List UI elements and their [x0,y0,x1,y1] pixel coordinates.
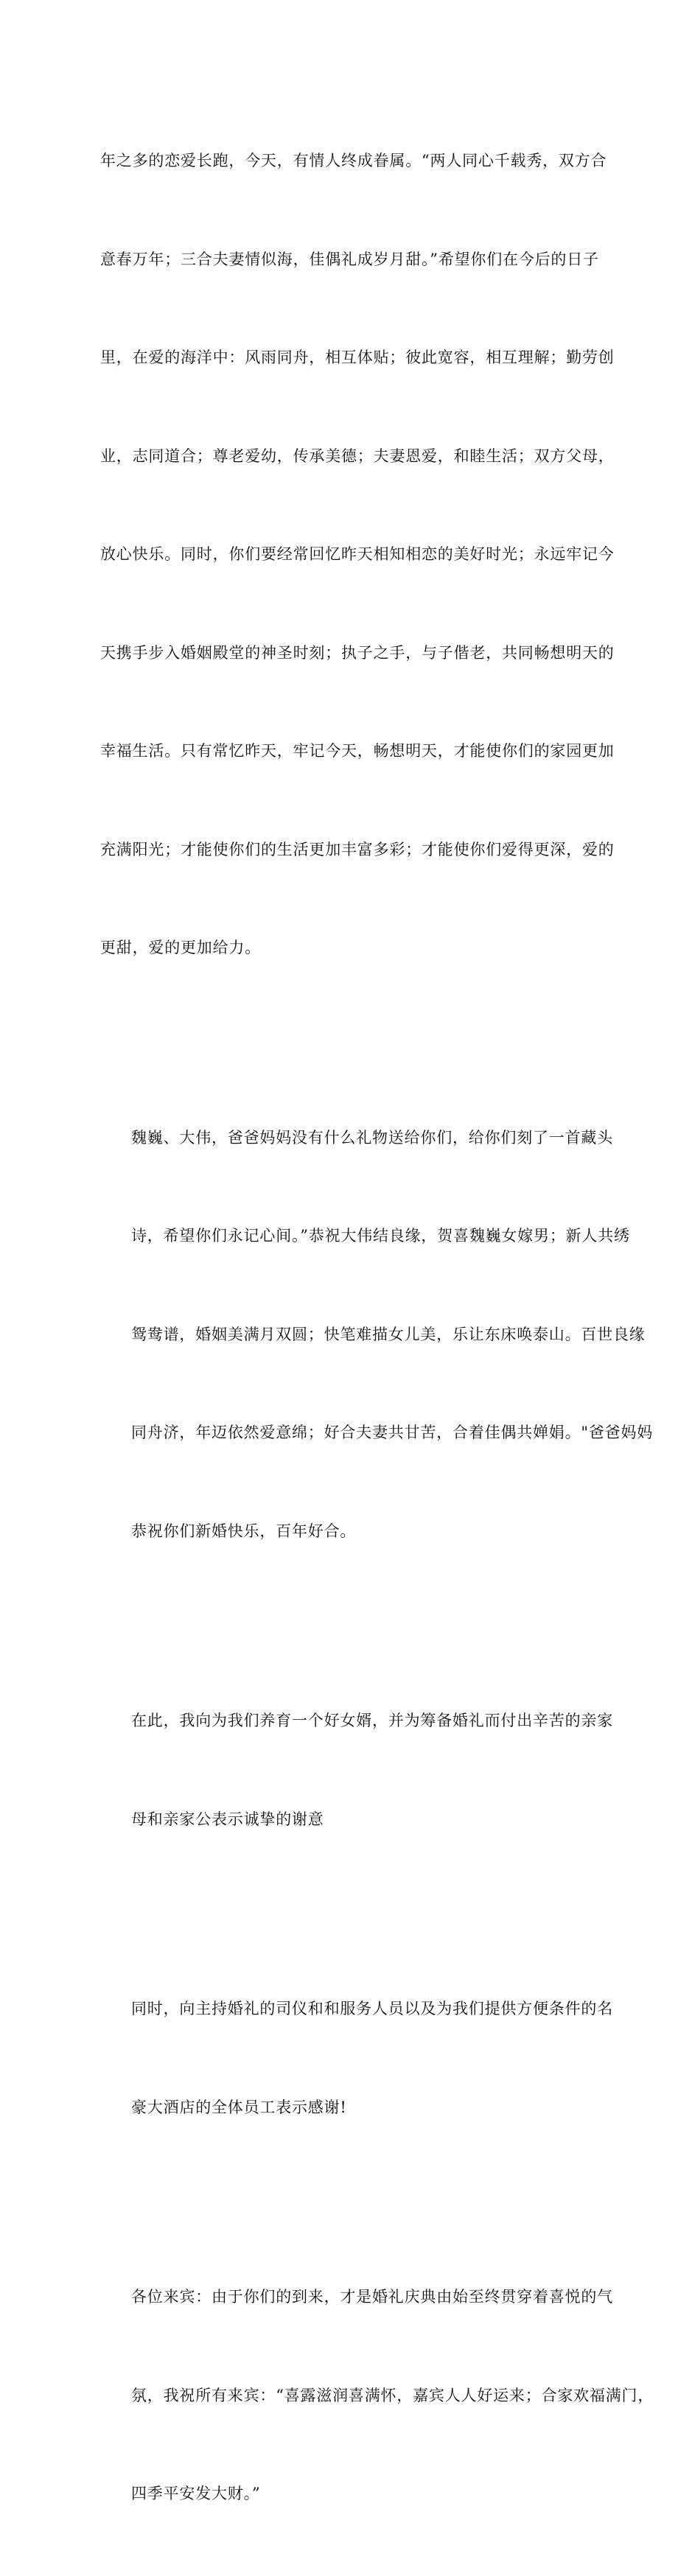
paragraph-5 [100,2215,654,2576]
document-body [100,79,654,2576]
paragraph-line: 充满阳光；才能使你们的生活更加丰富多彩；才能使你们爱得更深，爱的 [100,840,615,858]
paragraph-line: 各位来宾：由于你们的到来，才是婚礼庆典由始至终贯穿着喜悦的气 [131,2288,613,2306]
paragraph-line: 母和亲家公表示诚挚的谢意 [131,1810,324,1828]
paragraph-line: 幸福生活。只有常忆昨天，牢记今天，畅想明天，才能使你们的家园更加 [100,742,615,760]
paragraph-line: 豪大酒店的全体员工表示感谢! [131,2098,347,2116]
paragraph-line: 恭祝你们新婚快乐，百年好合。 [131,1522,357,1540]
paragraph-line: 诗，希望你们永记心间。”恭祝大伟结良缘，贺喜魏巍女嫁男；新人共绣 [131,1227,630,1245]
paragraph-3 [100,1639,613,1901]
paragraph-line: 四季平安发大财。” [131,2485,261,2502]
paragraph-line: 氛，我祝所有来宾：“喜露滋润喜满怀，嘉宾人人好运来；合家欢福满门， [131,2386,654,2404]
paragraph-line: 同舟济，年迈依然爱意绵；好合夫妻共甘苦，合着佳偶共婵娟。"爸爸妈妈 [131,1424,654,1441]
paragraph-line: 里，在爱的海洋中：风雨同舟，相互体贴；彼此宽容，相互理解；勤劳创 [100,349,615,366]
paragraph-line: 同时，向主持婚礼的司仪和和服务人员以及为我们提供方便条件的名 [131,2000,613,2017]
paragraph-line: 业，志同道合；尊老爱幼，传承美德；夫妻恩爱，和睦生活；双方父母， [100,447,615,465]
paragraph-line: 意春万年；三合夫妻情似海，佳偶礼成岁月甜。”希望你们在今后的日子 [100,250,599,268]
paragraph-line: 年之多的恋爱长跑，今天，有情人终成眷属。“两人同心千载秀，双方合 [100,152,607,169]
paragraph-line: 在此，我向为我们养育一个好女婿，并为筹备婚礼而付出辛苦的亲家 [131,1712,613,1729]
paragraph-line: 更甜，爱的更加给力。 [100,939,261,956]
paragraph-line: 天携手步入婚姻殿堂的神圣时刻；执子之手，与子偕老，共同畅想明天的 [100,643,615,662]
paragraph-line: 魏巍、大伟，爸爸妈妈没有什么礼物送给你们，给你们刻了一首藏头 [131,1128,613,1147]
paragraph-1 [100,79,615,1030]
paragraph-2 [100,1056,654,1614]
paragraph-4 [100,1927,613,2189]
paragraph-line: 放心快乐。同时，你们要经常回忆昨天相知相恋的美好时光；永远牢记今 [100,545,615,563]
paragraph-line: 鸳鸯谱，婚姻美满月双圆；快笔难描女儿美，乐让东床唤泰山。百世良缘 [131,1325,646,1343]
